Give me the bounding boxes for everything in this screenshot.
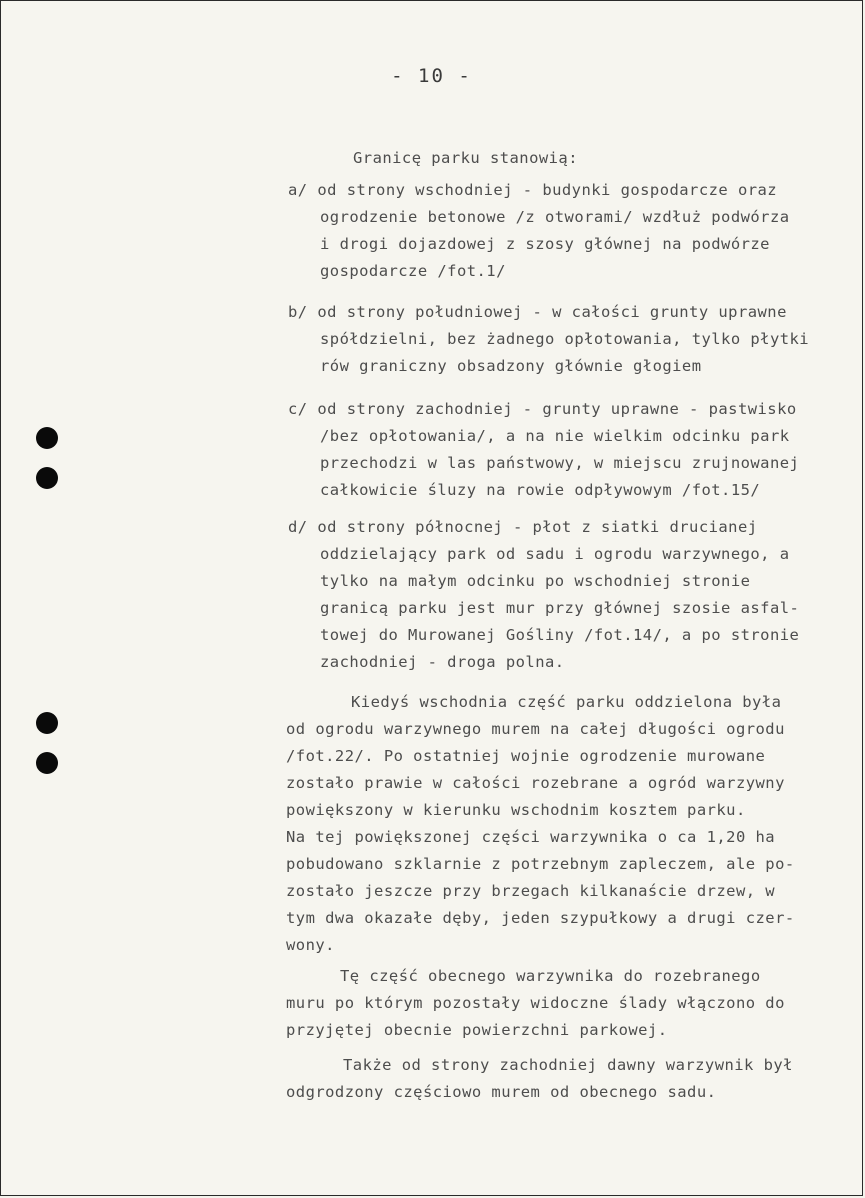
item-a-line-3: i drogi dojazdowej z szosy głównej na podwórze [320,235,770,253]
item-a-line-1: a/ od strony wschodniej - budynki gospodarcze oraz [288,181,778,199]
item-d-line-4: granicą parku jest mur przy głównej szosie asfal- [320,599,800,617]
item-b-line-3: rów graniczny obsadzony głównie głogiem [320,357,702,375]
item-c-line-1: c/ od strony zachodniej - grunty uprawne - pastwisko [288,400,797,418]
punch-hole-3 [36,712,58,734]
para-1-line-8: zostało jeszcze przy brzegach kilkanaście drzew, w [286,882,776,900]
para-2-line-3: przyjętej obecnie powierzchni parkowej. [286,1021,668,1039]
item-c-line-2: /bez opłotowania/, a na nie wielkim odcinku park [320,427,790,445]
boundary-heading: Granicę parku stanowią: [353,149,578,167]
para-1-line-7: pobudowano szklarnie z potrzebnym zapleczem, ale po- [286,855,795,873]
para-1-line-2: od ogrodu warzywnego murem na całej długości ogrodu [286,720,785,738]
para-1-line-1: Kiedyś wschodnia część parku oddzielona była [351,693,782,711]
item-c-line-4: całkowicie śluzy na rowie odpływowym /fot.15/ [320,481,761,499]
para-2-line-1: Tę część obecnego warzywnika do rozebranego [340,967,761,985]
para-1-line-5: powiększony w kierunku wschodnim kosztem parku. [286,801,746,819]
item-a-line-4: gospodarcze /fot.1/ [320,262,506,280]
para-1-line-4: zostało prawie w całości rozebrane a ogród warzywny [286,774,785,792]
item-d-line-1: d/ od strony północnej - płot z siatki drucianej [288,518,758,536]
para-3-line-2: odgrodzony częściowo murem od obecnego sadu. [286,1083,717,1101]
item-d-line-2: oddzielający park od sadu i ogrodu warzywnego, a [320,545,790,563]
item-a-line-2: ogrodzenie betonowe /z otworami/ wzdłuż podwórza [320,208,790,226]
item-d-line-3: tylko na małym odcinku po wschodniej stronie [320,572,751,590]
page-number: - 10 - [391,65,472,87]
para-1-line-9: tym dwa okazałe dęby, jeden szypułkowy a drugi czer- [286,909,795,927]
para-1-line-3: /fot.22/. Po ostatniej wojnie ogrodzenie murowane [286,747,766,765]
item-d-line-5: towej do Murowanej Gośliny /fot.14/, a po stronie [320,626,800,644]
para-1-line-10: wony. [286,936,335,954]
item-b-line-2: spółdzielni, bez żadnego opłotowania, tylko płytki [320,330,810,348]
para-2-line-2: muru po którym pozostały widoczne ślady włączono do [286,994,785,1012]
item-d-line-6: zachodniej - droga polna. [320,653,565,671]
punch-hole-4 [36,752,58,774]
para-3-line-1: Także od strony zachodniej dawny warzywnik był [343,1056,793,1074]
punch-hole-2 [36,467,58,489]
para-1-line-6: Na tej powiększonej części warzywnika o ca 1,20 ha [286,828,776,846]
punch-hole-1 [36,427,58,449]
item-b-line-1: b/ od strony południowej - w całości grunty uprawne [288,303,787,321]
item-c-line-3: przechodzi w las państwowy, w miejscu zrujnowanej [320,454,800,472]
